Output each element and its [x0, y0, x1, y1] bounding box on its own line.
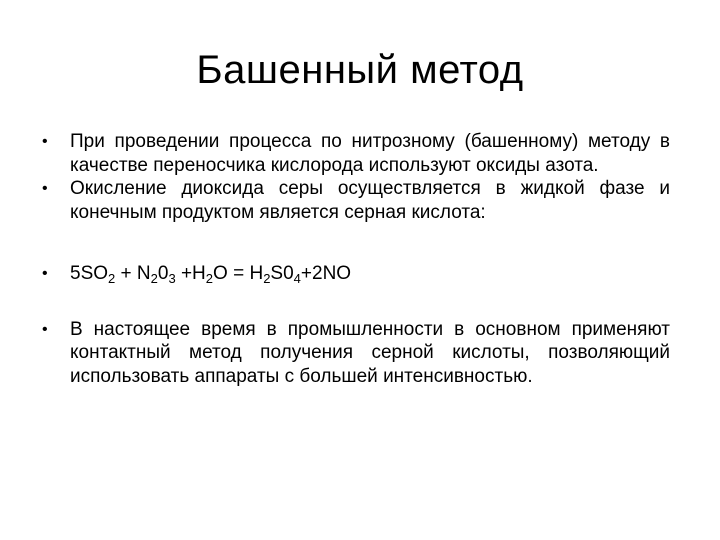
bullet-text: Окисление диоксида серы осуществляется в жидкой фазе и конечным продуктом является серная кислота:	[70, 178, 670, 223]
chemical-equation: $5SO_2 + N_20_3 +H_2O = H_2S0_4+2NO$	[70, 263, 352, 286]
bullet-dot-icon: •	[42, 265, 48, 282]
bullet-item-oxidation	[36, 177, 670, 224]
slide-title: Башенный метод	[196, 48, 524, 92]
bullet-list	[36, 130, 670, 388]
bullet-text: В настоящее время в промышленности в основном применяют контактный метод получения серной кислоты, позволяющий использовать аппараты с большей интенсивностью.	[70, 318, 670, 387]
bullet-item-nitrous-method	[36, 130, 670, 177]
bullet-item-contact-method	[36, 318, 670, 389]
bullet-dot-icon: •	[42, 133, 48, 150]
bullet-item-equation	[36, 262, 670, 286]
bullet-text: При проведении процесса по нитрозному (башенному) методу в качестве переносчика кислорода используют оксиды азота.	[70, 131, 670, 176]
bullet-dot-icon: •	[42, 320, 48, 338]
bullet-dot-icon: •	[42, 180, 48, 197]
